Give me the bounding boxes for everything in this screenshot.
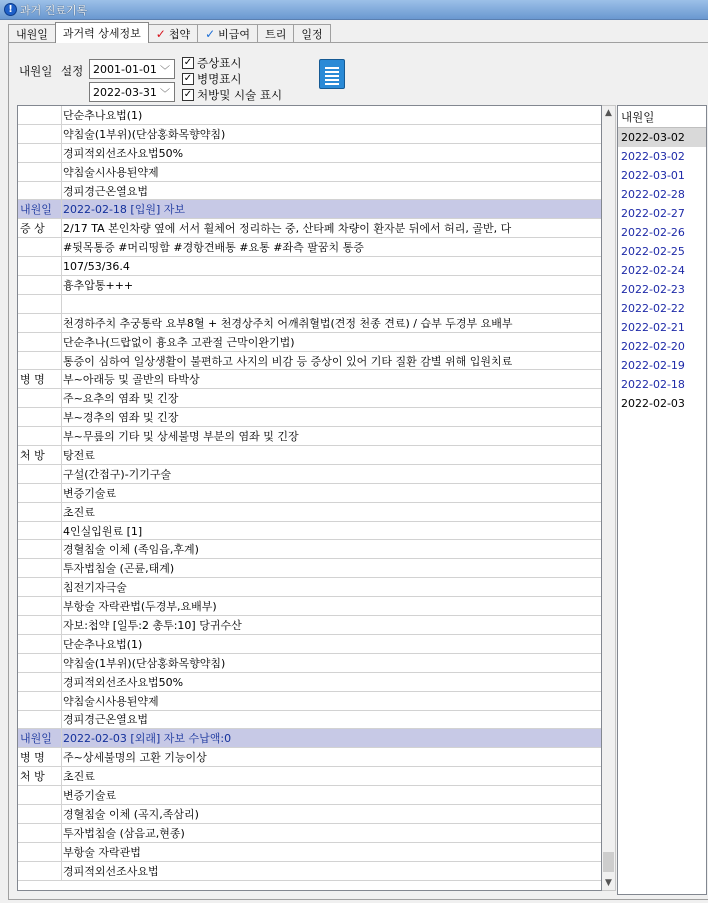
row-category	[18, 522, 61, 540]
row-category	[18, 578, 61, 596]
row-category: 내원일	[20, 203, 52, 217]
row-content: 변증기술료	[61, 484, 601, 502]
tab-label: 첩약	[168, 28, 191, 41]
table-row[interactable]	[18, 182, 601, 201]
row-category: 증 상	[20, 222, 45, 236]
row-content: 경혈침술 이체 (족임읍,후계)	[61, 540, 601, 558]
row-content: 부~경추의 염좌 및 긴장	[61, 408, 601, 426]
row-category	[18, 559, 61, 577]
row-category	[18, 654, 61, 672]
table-row[interactable]	[18, 616, 601, 635]
row-content: 약침술시사용된약제	[61, 692, 601, 710]
row-content: 2/17 TA 본인차량 옆에 서서 휠체어 정리하는 중, 산타페 차량이 환자분 뒤에서 허리, 골반, 다	[61, 219, 601, 237]
visit-date-item[interactable]: 2022-02-21	[621, 321, 685, 334]
tab-label: 내원일	[16, 28, 48, 41]
check-icon: ✓	[205, 27, 216, 41]
row-content: 흉추압통+++	[61, 276, 601, 294]
row-content: 변증기술료	[61, 786, 601, 804]
table-row[interactable]	[18, 503, 601, 522]
visit-header-row[interactable]	[18, 200, 601, 219]
row-content: 경피경근온열요법	[61, 182, 601, 200]
table-row[interactable]	[18, 125, 601, 144]
visit-date-item[interactable]: 2022-02-22	[621, 302, 685, 315]
row-category	[18, 257, 61, 275]
row-content: 107/53/36.4	[61, 257, 601, 275]
visit-header-row[interactable]	[18, 729, 601, 748]
row-content: 주~요추의 염좌 및 긴장	[61, 389, 601, 407]
tab-history-detail[interactable]	[55, 22, 149, 43]
visit-date-item[interactable]: 2022-03-02	[621, 150, 685, 163]
table-row[interactable]	[18, 692, 601, 711]
row-content: 경피적외선조사요법50%	[61, 673, 601, 691]
row-content: 초진료	[61, 503, 601, 521]
table-row[interactable]	[18, 238, 601, 257]
row-category	[18, 635, 61, 653]
table-row[interactable]	[18, 597, 601, 616]
scroll-up-arrow-icon[interactable]: ▲	[605, 108, 612, 118]
row-category	[18, 333, 61, 351]
table-row[interactable]	[18, 654, 601, 673]
table-row[interactable]	[18, 786, 601, 805]
row-category	[18, 427, 61, 445]
table-row[interactable]	[18, 257, 601, 276]
scroll-down-arrow-icon[interactable]: ▼	[605, 878, 612, 888]
row-content: 단순추나요법(1)	[61, 106, 601, 124]
table-row[interactable]	[18, 522, 601, 541]
visit-date-item[interactable]: 2022-02-25	[621, 245, 685, 258]
vertical-scrollbar[interactable]	[602, 105, 616, 891]
row-category	[18, 465, 61, 483]
row-content: 경피적외선조사요법	[61, 862, 601, 880]
tab-visit-date[interactable]	[8, 24, 56, 43]
row-content: 단순추나(드랍없이 흉요추 고관절 근막이완기법)	[61, 333, 601, 351]
table-row[interactable]	[18, 805, 601, 824]
table-row[interactable]	[18, 484, 601, 503]
show-treatment-checkbox[interactable]	[182, 87, 282, 103]
checkbox-label: 처방및 시술 표시	[197, 88, 283, 102]
row-content: 천경하주치 추궁통락 요부8혈 + 천경상주치 어깨취혈법(견정 천종 견료) / 습부 두경부 요배부	[61, 314, 601, 332]
row-category	[18, 805, 61, 823]
row-category	[18, 597, 61, 615]
checkbox-checked-icon[interactable]: ✓	[183, 57, 193, 68]
row-category: 처 방	[20, 448, 45, 462]
table-row[interactable]	[18, 540, 601, 559]
table-row[interactable]	[18, 427, 601, 446]
date-to-value: 2022-03-31	[93, 85, 157, 99]
checkbox-checked-icon[interactable]: ✓	[183, 89, 193, 100]
show-diagnosis-checkbox[interactable]	[182, 71, 241, 87]
row-category	[18, 352, 61, 370]
table-row[interactable]	[18, 295, 601, 314]
record-table[interactable]	[17, 105, 602, 891]
table-row[interactable]	[18, 389, 601, 408]
detail-panel	[8, 42, 708, 900]
row-content: 단순추나요법(1)	[61, 635, 601, 653]
table-row[interactable]	[18, 106, 601, 125]
table-row[interactable]	[18, 465, 601, 484]
table-row[interactable]	[18, 673, 601, 692]
visit-date-item[interactable]: 2022-02-18	[621, 378, 685, 391]
tab-label: 비급여	[218, 28, 251, 41]
row-content: 경피적외선조사요법50%	[61, 144, 601, 162]
checkbox-label: 증상표시	[197, 56, 242, 70]
row-category	[18, 276, 61, 294]
row-content: 부~무릎의 기타 및 상세불명 부분의 염좌 및 긴장	[61, 427, 601, 445]
row-content: 경혈침술 이체 (곡지,족삼리)	[61, 805, 601, 823]
table-row[interactable]	[18, 408, 601, 427]
table-row[interactable]	[18, 219, 601, 238]
info-icon: !	[4, 3, 17, 16]
visit-date-item[interactable]: 2022-02-23	[621, 283, 685, 296]
row-content: 약침술시사용된약제	[61, 163, 601, 181]
row-category: 처 방	[20, 770, 45, 784]
date-from-picker[interactable]	[89, 59, 175, 79]
table-row[interactable]	[18, 635, 601, 654]
row-content: 경피경근온열요법	[61, 711, 601, 729]
row-category	[18, 692, 61, 710]
row-content	[61, 295, 601, 313]
table-row[interactable]	[18, 352, 601, 371]
table-row[interactable]	[18, 446, 601, 465]
tab-herbal[interactable]	[148, 24, 198, 43]
show-symptoms-checkbox[interactable]	[182, 55, 241, 71]
table-row[interactable]	[18, 711, 601, 730]
table-row[interactable]	[18, 824, 601, 843]
table-row[interactable]	[18, 559, 601, 578]
tab-label: 일정	[301, 28, 323, 41]
row-content: 약침술(1부위)(단삼홍화목향약침)	[61, 654, 601, 672]
tab-tree[interactable]	[257, 24, 294, 43]
visit-date-item[interactable]: 2022-02-24	[621, 264, 685, 277]
table-row[interactable]	[18, 276, 601, 295]
visit-label: 내원일	[19, 64, 53, 78]
row-content: 부항술 자락관법	[61, 843, 601, 861]
table-row[interactable]	[18, 333, 601, 352]
row-content: 2022-02-03 [외래] 자보 수납액:0	[61, 729, 601, 747]
visit-date-item[interactable]: 2022-02-27	[621, 207, 685, 220]
tab-schedule[interactable]	[293, 24, 330, 43]
row-category	[18, 295, 61, 313]
visit-date-item[interactable]: 2022-03-02	[618, 128, 706, 147]
visit-date-item[interactable]: 2022-02-03	[621, 397, 685, 410]
visit-date-item[interactable]: 2022-02-26	[621, 226, 685, 239]
row-content: 투자법침술 (삼음교,현종)	[61, 824, 601, 842]
row-category	[18, 314, 61, 332]
row-category	[18, 238, 61, 256]
date-to-picker[interactable]	[89, 82, 175, 102]
visit-date-item[interactable]: 2022-02-20	[621, 340, 685, 353]
checkbox-checked-icon[interactable]: ✓	[183, 73, 193, 84]
row-content: 부~아래등 및 골반의 타박상	[61, 370, 601, 388]
row-content: 약침술(1부위)(단삼홍화목향약침)	[61, 125, 601, 143]
table-row[interactable]	[18, 862, 601, 881]
table-row[interactable]	[18, 767, 601, 786]
table-row[interactable]	[18, 578, 601, 597]
tab-label: 트리	[265, 28, 287, 41]
window-titlebar	[0, 0, 708, 20]
visit-date-item[interactable]: 2022-02-28	[621, 188, 685, 201]
scroll-thumb[interactable]	[603, 852, 614, 872]
row-category	[18, 843, 61, 861]
row-content: 구설(간접구)-기기구술	[61, 465, 601, 483]
row-category	[18, 824, 61, 842]
row-content: 부항술 자락관법(두경부,요배부)	[61, 597, 601, 615]
row-category	[18, 862, 61, 880]
row-content: 2022-02-18 [입원] 자보	[61, 200, 601, 218]
row-content: #뒷목통증 #머리띵함 #경항견배통 #요통 #좌측 팔꿈치 통증	[61, 238, 601, 256]
setting-label: 설정	[61, 64, 84, 78]
visit-date-item[interactable]: 2022-03-01	[621, 169, 685, 182]
row-category	[18, 408, 61, 426]
table-row[interactable]	[18, 314, 601, 333]
row-category	[18, 484, 61, 502]
row-category	[18, 503, 61, 521]
row-category	[18, 182, 61, 200]
table-row[interactable]	[18, 748, 601, 767]
window-title: 과거 진료기록	[20, 3, 88, 17]
row-category: 병 명	[20, 373, 45, 387]
row-content: 탕전료	[61, 446, 601, 464]
row-content: 침전기자극술	[61, 578, 601, 596]
row-category	[18, 540, 61, 558]
row-content: 주~상세불명의 고환 기능이상	[61, 748, 601, 766]
row-category	[18, 106, 61, 124]
tab-label: 과거력 상세정보	[62, 27, 141, 40]
chevron-down-icon[interactable]: ﹀	[160, 89, 170, 100]
visit-date-item[interactable]: 2022-02-19	[621, 359, 685, 372]
visit-date-list	[617, 105, 707, 895]
row-content: 4인실입원료 [1]	[61, 522, 601, 540]
row-category	[18, 163, 61, 181]
row-category	[18, 125, 61, 143]
check-icon: ✓	[155, 27, 166, 41]
tab-bar	[8, 22, 330, 43]
row-content: 통증이 심하여 일상생활이 불편하고 사지의 비감 등 증상이 있어 기타 질환 감별 위해 입원치료	[61, 352, 601, 370]
table-row[interactable]	[18, 370, 601, 389]
row-content: 초진료	[61, 767, 601, 785]
row-category	[18, 786, 61, 804]
row-category: 병 명	[20, 751, 45, 765]
table-row[interactable]	[18, 144, 601, 163]
row-category	[18, 673, 61, 691]
row-category	[18, 389, 61, 407]
row-category	[18, 711, 61, 729]
document-icon[interactable]	[319, 59, 345, 89]
row-content: 투자법침술 (곤륜,태계)	[61, 559, 601, 577]
visit-list-header: 내원일	[618, 106, 706, 128]
table-row[interactable]	[18, 843, 601, 862]
chevron-down-icon[interactable]: ﹀	[160, 66, 170, 77]
table-row[interactable]	[18, 163, 601, 182]
checkbox-label: 병명표시	[197, 72, 242, 86]
row-content: 자보:첩약 [일투:2 총투:10] 당귀수산	[61, 616, 601, 634]
row-category: 내원일	[20, 732, 52, 746]
row-category	[18, 144, 61, 162]
row-category	[18, 616, 61, 634]
date-from-value: 2001-01-01	[93, 62, 157, 76]
tab-non-covered[interactable]	[197, 24, 258, 43]
